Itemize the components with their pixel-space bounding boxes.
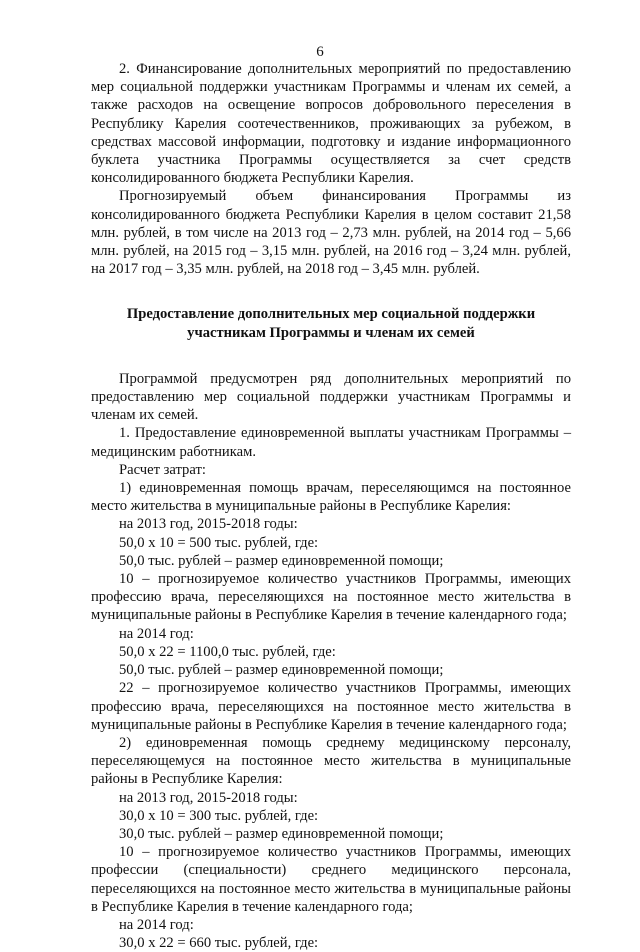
paragraph-item-1: 1. Предоставление единовременной выплаты участникам Программы – медицинским работникам. [91,425,571,460]
section-heading-line-1: Предоставление дополнительных мер социальной поддержки [126,306,536,323]
paragraph-nurses-year-2014: на 2014 год: [119,916,194,933]
document-body [91,60,571,952]
paragraph-doctors-count-10: 10 – прогнозируемое количество участников Программы, имеющих профессию врача, переселяющихся на постоянное место жительства в муниципальные районы в Республике Карелия в течение календарного года; [91,571,571,624]
page-number: 6 [316,44,324,60]
paragraph-formula-nurses-2014: 30,0 х 22 = 660 тыс. рублей, где: [119,935,319,952]
section-heading-line-2: участникам Программы и членам их семей [187,324,475,341]
paragraph-nurses-aid: 2) единовременная помощь среднему медицинскому персоналу, переселяющемуся на постоянное место жительства в муниципальные районы в Республике Карелия: [91,734,571,788]
paragraph-aid-size-doctors: 50,0 тыс. рублей – размер единовременной помощи; [119,552,444,569]
paragraph-program-measures: Программой предусмотрен ряд дополнительных мероприятий по предоставлению мер социальной поддержки участникам Программы и членам их семей. [91,370,571,424]
paragraph-cost-calculation: Расчет затрат: [119,461,206,478]
paragraph-formula-doctors-2013: 50,0 х 10 = 500 тыс. рублей, где: [119,534,319,551]
paragraph-forecast-volume: Прогнозируемый объем финансирования Программы из консолидированного бюджета Республики Карелия в целом составит 21,58 млн. рублей, в том числе на 2013 год – 2,73 млн. рублей, на 2014 год – 5,66 млн. рублей, на 2015 год – 3,15 млн. рублей, на 2016 год – 3,24 млн. рублей, на 2017 год – 3,35 млн. рублей, на 2018 год – 3,45 млн. рублей. [91,188,571,278]
paragraph-financing: 2. Финансирование дополнительных мероприятий по предоставлению мер социальной поддержки участникам Программы и членам их семей, а также расходов на освещение вопросов добровольного переселения в Республику Карелия соотечественников, проживающих за рубежом, в средствах массовой информации, подготовку и издание информационного буклета участника Программы осуществляется за счет средств консолидированного бюджета Республики Карелия. [91,61,571,187]
paragraph-aid-size-nurses: 30,0 тыс. рублей – размер единовременной помощи; [119,825,444,842]
paragraph-aid-size-doctors-2014: 50,0 тыс. рублей – размер единовременной помощи; [119,662,444,679]
section-heading [91,305,571,341]
paragraph-nurses-years-2013-2018: на 2013 год, 2015-2018 годы: [119,789,298,806]
paragraph-year-2014: на 2014 год: [119,625,194,642]
paragraph-years-2013-2018: на 2013 год, 2015-2018 годы: [119,516,298,533]
paragraph-doctors-aid: 1) единовременная помощь врачам, переселяющимся на постоянное место жительства в муниципальные районы в Республике Карелия: [91,480,571,515]
paragraph-nurses-count-10: 10 – прогнозируемое количество участников Программы, имеющих профессии (специальности) среднего медицинского персонала, переселяющихся на постоянное место жительства в муниципальные районы в Республике Карелия в течение календарного года; [91,844,571,915]
paragraph-doctors-count-22: 22 – прогнозируемое количество участников Программы, имеющих профессию врача, переселяющихся на постоянное место жительства в муниципальные районы в Республике Карелия в течение календарного года; [91,680,571,733]
paragraph-formula-nurses-2013: 30,0 х 10 = 300 тыс. рублей, где: [119,807,319,824]
paragraph-formula-doctors-2014: 50,0 х 22 = 1100,0 тыс. рублей, где: [119,643,336,660]
